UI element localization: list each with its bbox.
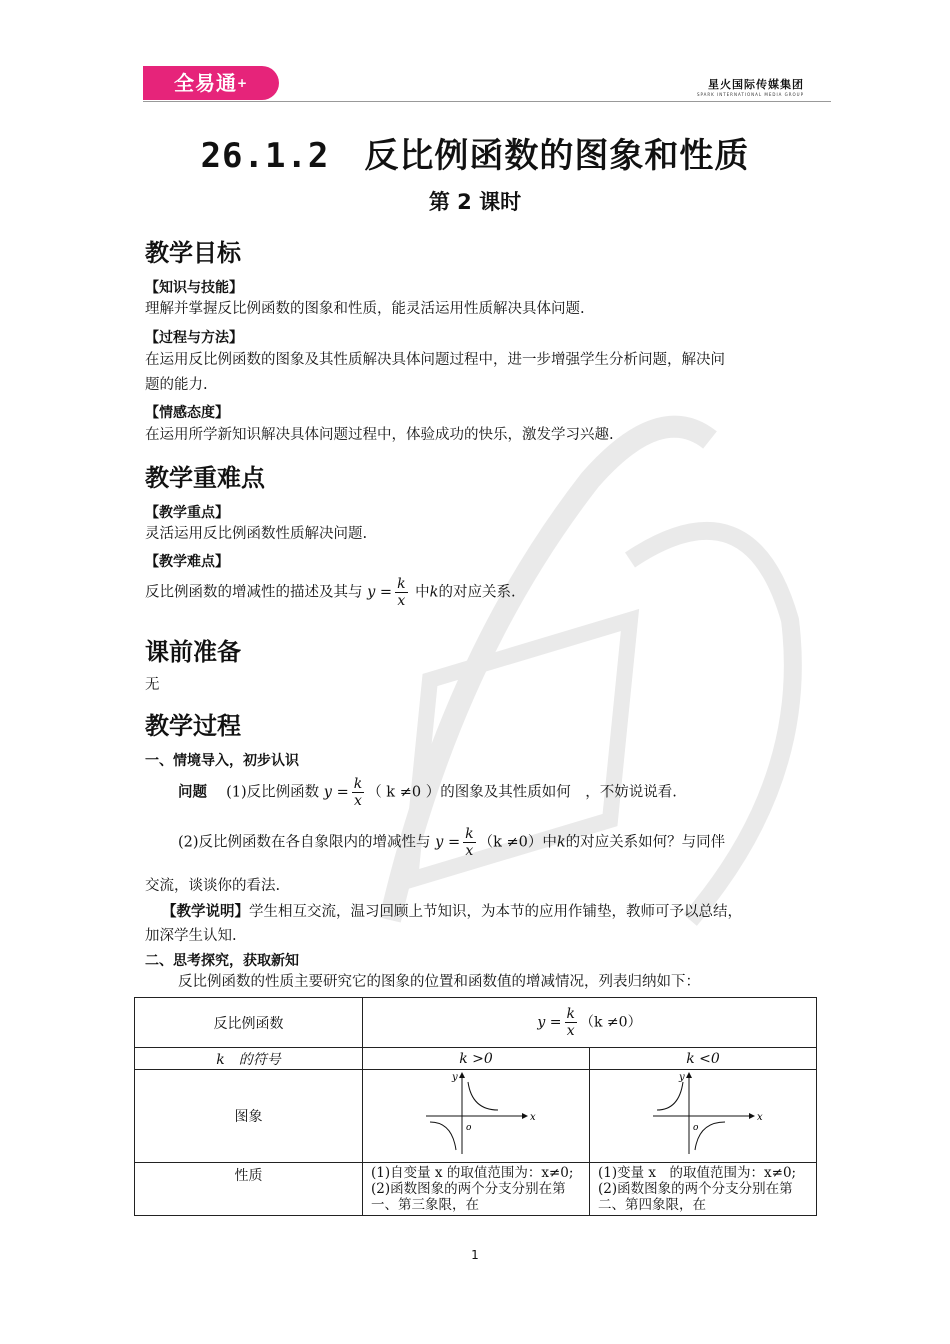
eq-y: y = (435, 834, 461, 851)
step-1-heading: 一、情境导入，初步认识 (145, 753, 299, 769)
text-knowledge: 理解并掌握反比例函数的图象和性质，能灵活运用性质解决具体问题. (145, 301, 585, 317)
k-condition: （k ≠0） (478, 834, 543, 851)
logo-text: 全易通 (173, 71, 237, 95)
note-text: 学生相互交流，温习回顾上节知识，为本节的应用作铺垫，教师可予以总结， (249, 904, 742, 920)
properties-table (134, 997, 817, 1216)
frac-den: x (397, 593, 406, 609)
cell-property-positive: (1)自变量 x 的取值范围为：x≠0; (2)函数图象的两个分支分别在第一、第三象限，在 (363, 1163, 590, 1216)
table-row (135, 1163, 817, 1216)
difficulty-pre: 反比例函数的增减性的描述及其与 (145, 584, 363, 601)
origin-label: o (693, 1123, 699, 1133)
label-knowledge: 【知识与技能】 (145, 280, 243, 296)
cell-graph-label: 图象 (135, 1070, 363, 1163)
heading-prep: 课前准备 (145, 638, 241, 666)
difficulty-mid: 中 (415, 584, 430, 601)
axis-x-label: x (757, 1112, 763, 1123)
text-attitude: 在运用所学新知识解决具体问题过程中，体验成功的快乐，激发学习兴趣. (145, 427, 614, 443)
text-focus: 灵活运用反比例函数性质解决问题. (145, 526, 368, 542)
table-row (135, 1070, 817, 1163)
q2-end: 的对应关系如何？与同伴 (565, 834, 726, 851)
cell-k-positive: k >0 (363, 1048, 590, 1070)
q2-mid: 中 (542, 834, 557, 851)
logo-star-icon: + (236, 76, 249, 90)
step-2-heading: 二、思考探究，获取新知 (145, 953, 299, 969)
q1-post: 的图象及其性质如何 ，不妨说说看. (440, 784, 677, 801)
question-2-line2: 交流，谈谈你的看法. (145, 878, 281, 894)
hyperbola-k-positive (416, 1070, 536, 1158)
question-1 (178, 776, 818, 809)
teaching-note (162, 899, 812, 925)
q2-pre: (2)反比例函数在各自象限内的增减性与 (178, 834, 431, 851)
cell-property-label: 性质 (135, 1163, 363, 1216)
heading-key: 教学重难点 (145, 464, 265, 492)
table-row (135, 1048, 817, 1070)
cell-graph-negative (590, 1070, 817, 1163)
frac-num: k (397, 576, 406, 592)
fraction-k-over-x (352, 776, 364, 809)
var-k: k (556, 834, 566, 851)
label-difficulty: 【教学难点】 (145, 554, 229, 570)
cell-function-label: 反比例函数 (135, 998, 363, 1048)
publisher-cn: 星火国际传媒集团 (708, 78, 804, 91)
text-prep: 无 (145, 677, 160, 693)
page-number: 1 (471, 1248, 479, 1262)
text-difficulty (145, 576, 810, 609)
cell-function-formula (363, 998, 817, 1048)
frac-num: k (353, 776, 363, 792)
frac-den: x (465, 843, 474, 859)
frac-den: x (566, 1023, 575, 1039)
eq-y: y = (367, 584, 393, 601)
fraction-k-over-x (395, 576, 407, 609)
publisher-mark (697, 76, 804, 97)
hyperbola-k-negative (643, 1070, 763, 1158)
label-attitude: 【情感态度】 (145, 405, 229, 421)
var-k: k (429, 584, 439, 601)
heading-goals: 教学目标 (145, 239, 241, 267)
publisher-en: SPARK INTERNATIONAL MEDIA GROUP (696, 92, 804, 97)
note-label: 【教学说明】 (162, 903, 249, 920)
cell-graph-positive (363, 1070, 590, 1163)
header-divider (143, 101, 831, 102)
axis-y-label: y (452, 1072, 458, 1083)
heading-process: 教学过程 (145, 712, 241, 740)
frac-num: k (465, 826, 474, 842)
question-label: 问题 (178, 783, 207, 801)
frac-den: x (354, 793, 362, 809)
difficulty-end: 的对应关系. (438, 584, 516, 601)
label-focus: 【教学重点】 (145, 505, 229, 521)
teaching-note-line2: 加深学生认知. (145, 928, 237, 944)
frac-num: k (566, 1006, 575, 1022)
cell-property-negative: (1)变量 x 的取值范围为：x≠0; (2)函数图象的两个分支分别在第二、第四象限，在 (590, 1163, 817, 1216)
axis-x-label: x (530, 1112, 536, 1123)
brand-logo (143, 66, 279, 100)
eq-y: y = (537, 1014, 562, 1031)
k-condition: （ k ≠0 ） (367, 784, 441, 801)
question-2 (178, 826, 818, 859)
text-method-2: 题的能力. (145, 377, 208, 393)
fraction-k-over-x (565, 1006, 577, 1039)
eq-y: y = (323, 784, 349, 801)
cell-k-negative: k <0 (590, 1048, 817, 1070)
k-condition: （k ≠0） (580, 1014, 642, 1031)
fraction-k-over-x (463, 826, 475, 859)
q1-pre: (1)反比例函数 (226, 784, 320, 801)
step-2-text: 反比例函数的性质主要研究它的图象的位置和函数值的增减情况，列表归纳如下： (178, 974, 700, 990)
text-method-1: 在运用反比例函数的图象及其性质解决具体问题过程中，进一步增强学生分析问题，解决问 (145, 352, 725, 368)
label-method: 【过程与方法】 (145, 330, 243, 346)
axis-y-label: y (679, 1072, 685, 1083)
page-subtitle: 第 2 课时 (428, 190, 522, 214)
cell-k-sign-label: k 的符号 (135, 1048, 363, 1070)
page-title: 26.1.2 反比例函数的图象和性质 (200, 136, 750, 176)
table-row (135, 998, 817, 1048)
origin-label: o (466, 1123, 472, 1133)
